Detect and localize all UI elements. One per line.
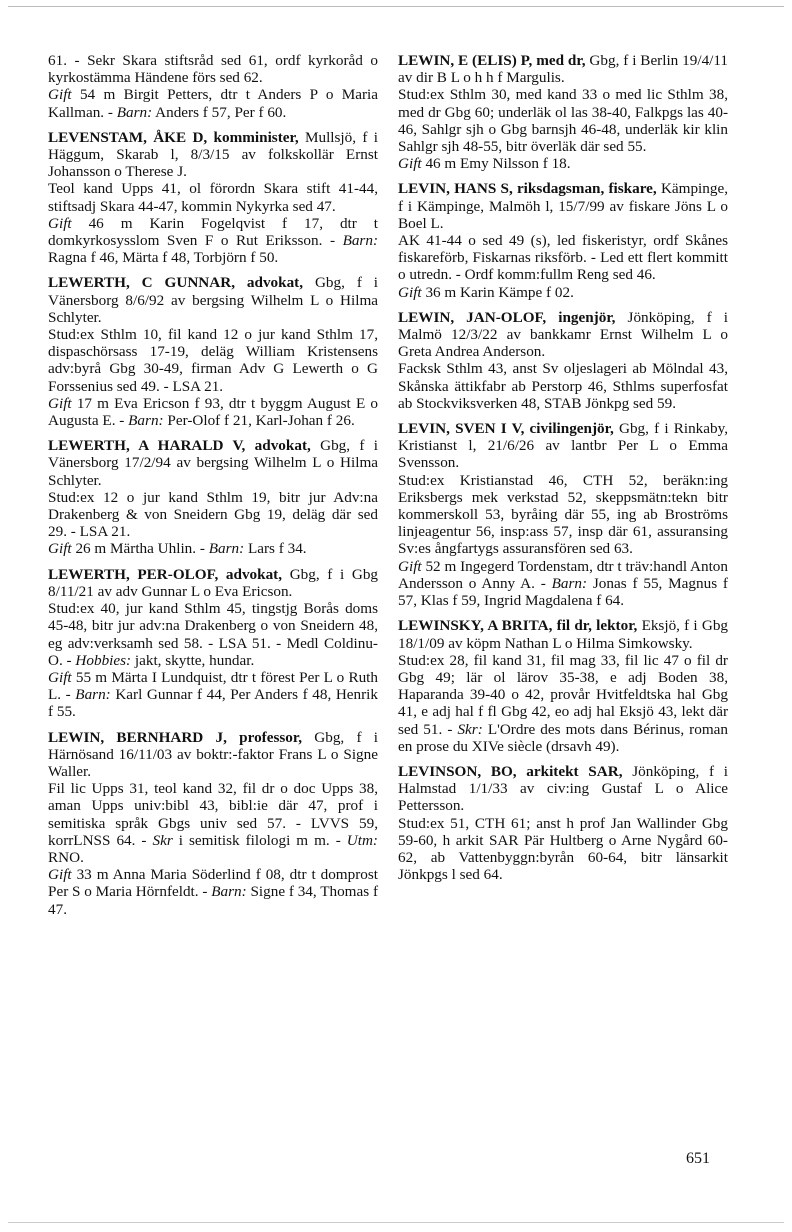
entry-text: Stud:ex 28, fil kand 31, fil mag 33, fil lic 47 o fil dr Gbg 49; lär ol lärov 35-38, e adj Boden 38, Haparanda 39-40 o 42, provår Hvitfeldtska hal Gbg 41, e adj hal f fl Gbg 42, eo adj hal Eksjö 43, lekt där sed 51. -	[398, 651, 728, 738]
biography-entry	[48, 52, 378, 121]
italic-label: Gift	[398, 283, 422, 301]
bottom-rule	[8, 1222, 784, 1223]
italic-label: Utm:	[346, 831, 378, 849]
entry-text: Stud:ex Sthlm 30, med kand 33 o med lic Sthlm 38, med dr Gbg 60; underläk ol las 38-40, Falkpgs las 40-46, Sahlgr sjh o Gbg barnsjh 46-48, underläk kir klin Sahlgr sjh 48-55, bitr överläk där sed 55.	[398, 86, 728, 156]
entry-paragraph	[48, 780, 378, 866]
italic-label: Gift	[48, 866, 72, 884]
entry-paragraph	[48, 180, 378, 214]
entry-heading: LEWIN, E (ELIS) P, med dr,	[398, 52, 586, 69]
biography-entry	[398, 763, 728, 883]
entry-paragraph	[398, 284, 728, 301]
entry-text: Kämpinge, f i Kämpinge, Malmöh l, 15/7/99 av fiskare Jöns L o Boel L.	[398, 180, 728, 232]
entry-text: Gbg, f i Gbg 8/11/21 av adv Gunnar L o Eva Ericson.	[48, 565, 379, 600]
entry-text: Ragna f 46, Märta f 48, Torbjörn f 50.	[48, 249, 279, 267]
entry-text: Lars f 34.	[244, 540, 307, 558]
biography-entry	[398, 617, 728, 755]
entry-paragraph	[48, 600, 378, 669]
entry-text: 61. - Sekr Skara stiftsråd sed 61, ordf kyrkoråd o kyrkostämma Händene förs sed 62.	[48, 52, 378, 87]
entry-text: Gbg, f i Rinkaby, Kristianst l, 21/6/26 av lantbr Per L o Emma Svensson.	[398, 420, 729, 472]
top-rule	[8, 6, 784, 7]
entry-text: Gbg, f i Berlin 19/4/11 av dir B L o h h f Margulis.	[398, 52, 729, 87]
entry-paragraph	[48, 274, 378, 326]
entry-paragraph	[398, 815, 728, 884]
entry-paragraph	[398, 763, 728, 815]
entry-paragraph	[398, 180, 728, 232]
entry-paragraph	[48, 395, 378, 429]
entry-heading: LEVENSTAM, ÅKE D, komminister,	[48, 128, 299, 146]
entry-paragraph	[48, 326, 378, 395]
italic-label: Gift	[48, 214, 72, 232]
italic-label: Barn:	[211, 883, 247, 901]
entry-text: Gbg, f i Härnösand 16/11/03 av boktr:-faktor Frans L o Signe Waller.	[48, 728, 379, 780]
italic-label: Barn:	[342, 232, 378, 250]
entry-paragraph	[398, 472, 728, 558]
italic-label: Gift	[48, 86, 72, 104]
italic-label: Gift	[48, 540, 72, 558]
biography-entry	[48, 129, 378, 267]
entry-paragraph	[398, 86, 728, 155]
biography-entry	[48, 566, 378, 721]
biography-entry	[398, 52, 728, 172]
entry-paragraph	[48, 215, 378, 267]
entry-paragraph	[48, 540, 378, 557]
entry-text: Mullsjö, f i Häggum, Skarab l, 8/3/15 av folkskollär Ernst Johansson o Therese J.	[48, 128, 378, 181]
italic-label: Skr:	[457, 720, 483, 738]
italic-label: Skr	[152, 831, 173, 849]
entry-heading: LEVIN, SVEN I V, civilingenjör,	[398, 420, 614, 438]
biography-entry	[398, 309, 728, 412]
entry-text: 54 m Birgit Petters, dtr t Anders P o Maria Kallman. -	[48, 86, 378, 121]
biography-entry	[398, 180, 728, 300]
entry-paragraph	[48, 129, 378, 181]
italic-label: Hobbies:	[75, 651, 132, 669]
entry-text: Fil lic Upps 31, teol kand 32, fil dr o doc Upps 38, aman Upps univ:bibl 43, bibl:ie där 47, prof i semitiska språk Gbgs univ sed 57. - LVVS 59, korrLNSS 64. -	[48, 780, 378, 849]
entry-paragraph	[398, 420, 728, 472]
entry-paragraph	[48, 86, 378, 120]
entry-heading: LEWERTH, A HARALD V, advokat,	[48, 437, 311, 455]
entry-text: Jonas f 55, Magnus f 57, Klas f 59, Ingrid Magdalena f 64.	[398, 574, 728, 610]
italic-label: Barn:	[128, 412, 164, 430]
entry-paragraph	[48, 437, 378, 489]
biography-entry	[48, 729, 378, 918]
entry-paragraph	[48, 52, 378, 86]
entry-text: Karl Gunnar f 44, Per Anders f 48, Henrik f 55.	[48, 686, 378, 721]
italic-label: Barn:	[551, 574, 588, 592]
page-number: 651	[686, 1150, 710, 1167]
biography-entry	[48, 274, 378, 429]
italic-label: Gift	[398, 155, 422, 173]
entry-text: Stud:ex 40, jur kand Sthlm 45, tingstjg Borås doms 45-48, bitr jur adv:na Drakenberg o von Sneidern 48, eg adv:verksamh sed 58. - LSA 51. - Medl Coldinu-O. -	[48, 600, 378, 669]
entry-heading: LEWINSKY, A BRITA, fil dr, lektor,	[398, 617, 638, 635]
italic-label: Gift	[48, 394, 72, 412]
entry-text: jakt, skytte, hundar.	[131, 651, 255, 669]
biography-entry	[398, 420, 728, 609]
entry-text: Gbg, f i Vänersborg 8/6/92 av bergsing Wilhelm L o Hilma Schlyter.	[48, 274, 379, 326]
entry-text: L'Ordre des mots dans Bérinus, roman en prose du XIVe siècle (drsavh 49).	[398, 720, 728, 755]
entry-text: 46 m Karin Fogelqvist f 17, dtr t domkyrkosysslom Sven F o Rut Eriksson. -	[48, 214, 378, 250]
entry-text: 36 m Karin Kämpe f 02.	[421, 283, 574, 301]
italic-label: Gift	[48, 668, 72, 686]
entry-text: Jönköping, f i Malmö 12/3/22 av bankkamr Ernst Wilhelm L o Greta Andrea Anderson.	[398, 308, 728, 361]
entry-text: AK 41-44 o sed 49 (s), led fiskeristyr, ordf Skånes fiskareförb, Fiskarnas riksförb. - Led ett flert kommitt o utredn. - Ordf komm:fullm Reng sed 46.	[398, 232, 728, 284]
entry-text: 46 m Emy Nilsson f 18.	[421, 155, 571, 173]
italic-label: Gift	[398, 557, 422, 575]
entry-text: 55 m Märta I Lundquist, dtr t förest Per L o Ruth L. -	[48, 668, 378, 704]
right-column	[398, 52, 728, 891]
entry-heading: LEVIN, HANS S, riksdagsman, fiskare,	[398, 180, 657, 198]
entry-paragraph	[398, 52, 728, 86]
entry-text: 33 m Anna Maria Söderlind f 08, dtr t domprost Per S o Maria Hörnfeldt. -	[48, 866, 378, 901]
biography-entry	[48, 437, 378, 557]
italic-label: Barn:	[116, 103, 153, 121]
entry-heading: LEVINSON, BO, arkitekt SAR,	[398, 762, 623, 780]
entry-paragraph	[398, 155, 728, 172]
entry-text: Stud:ex 51, CTH 61; anst h prof Jan Wallinder Gbg 59-60, h arkit SAR Pär Hultberg o Arne Nygård 60-62, ab Vattenbyggn:byrån 60-64, bitr länsarkit Jönkpgs l sed 64.	[398, 814, 728, 884]
entry-paragraph	[398, 617, 728, 651]
entry-paragraph	[48, 866, 378, 918]
entry-heading: LEWERTH, PER-OLOF, advokat,	[48, 565, 283, 583]
entry-text: 26 m Märtha Uhlin. -	[71, 540, 209, 558]
italic-label: Barn:	[208, 540, 245, 558]
entry-paragraph	[48, 669, 378, 721]
entry-text: Eksjö, f i Gbg 18/1/09 av köpm Nathan L o Hilma Simkowsky.	[398, 617, 729, 652]
entry-paragraph	[398, 558, 728, 610]
entry-text: Signe f 34, Thomas f 47.	[48, 883, 379, 918]
entry-text: Teol kand Upps 41, ol förordn Skara stift 41-44, stiftsadj Skara 44-47, kommin Nykyrka sed 47.	[48, 180, 378, 215]
left-column	[48, 52, 378, 926]
entry-text: Stud:ex Kristianstad 46, CTH 52, beräkn:ing Eriksbergs mek verkstad 52, skeppsmätn:tekn bitr kommerskoll 53, byråing där 55, ing ab Broströms linjeagentur 56, insp:ass 57, insp där 61, assuransing Sv:es ångfartygs assuransfören sed 63.	[398, 471, 728, 558]
entry-paragraph	[398, 232, 728, 284]
entry-text: Anders f 57, Per f 60.	[152, 103, 287, 121]
entry-text: RNO.	[48, 848, 84, 866]
entry-text: Stud:ex Sthlm 10, fil kand 12 o jur kand Sthlm 17, dispaschörsass 17-19, deläg William Kristensens adv:byrå Gbg 30-49, firman Adv G Lewerth o G Forssenius sed 49. - LSA 21.	[48, 326, 378, 395]
entry-paragraph	[398, 652, 728, 755]
entry-heading: LEWIN, JAN-OLOF, ingenjör,	[398, 308, 616, 326]
entry-heading: LEWIN, BERNHARD J, professor,	[48, 728, 303, 746]
entry-paragraph	[48, 489, 378, 541]
entry-text: Per-Olof f 21, Karl-Johan f 26.	[163, 412, 355, 430]
entry-paragraph	[48, 729, 378, 781]
entry-paragraph	[48, 566, 378, 600]
entry-text: Gbg, f i Vänersborg 17/2/94 av bergsing Wilhelm L o Hilma Schlyter.	[48, 437, 378, 489]
entry-text: 52 m Ingegerd Tordenstam, dtr t träv:handl Anton Andersson o Anny A. -	[398, 557, 728, 592]
italic-label: Barn:	[75, 686, 111, 704]
entry-text: Jönköping, f i Halmstad 1/1/33 av civ:ing Gustaf L o Alice Pettersson.	[398, 762, 729, 815]
entry-text: Stud:ex 12 o jur kand Sthlm 19, bitr jur Adv:na Drakenberg & von Sneidern Gbg 19, deläg där sed 29. - LSA 21.	[48, 488, 378, 541]
entry-text: i semitisk filologi m m. -	[172, 831, 347, 849]
entry-text: 17 m Eva Ericson f 93, dtr t byggm August E o Augusta E. -	[48, 394, 378, 430]
entry-text: Facksk Sthlm 43, anst Sv oljeslageri ab Mölndal 43, Skånska ättikfabr ab Perstorp 46, Sthlms superfosfat ab Stockviksverken 48, STAB Jönkpg sed 59.	[398, 360, 728, 412]
entry-paragraph	[398, 309, 728, 361]
entry-paragraph	[398, 360, 728, 412]
entry-heading: LEWERTH, C GUNNAR, advokat,	[48, 274, 304, 292]
